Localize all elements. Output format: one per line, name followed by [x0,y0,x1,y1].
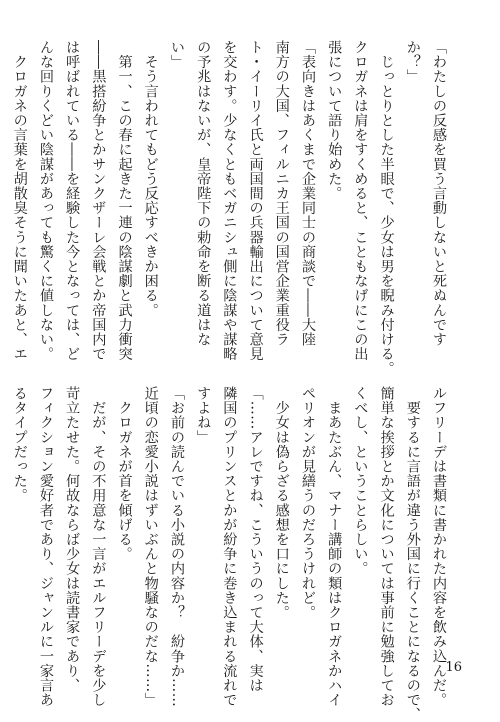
text-line: い」 [168,40,185,70]
text-line: クロガネは肩をすくめると、こともなげにこの出 [352,40,369,362]
page-number: 16 [445,660,462,675]
text-line: を交わす。少なくともベガニシュ側に陰謀や謀略 [221,40,238,362]
text-line: るタイプだった。 [11,386,28,503]
text-line: んな回りくどい陰謀があっても驚くに値しない。 [37,40,54,362]
text-line: ルフリーデは書類に書かれた内容を飲み込んだ。 [431,386,447,708]
text-line: だが、その不用意な一言がエルフリーデを少し [90,386,107,708]
text-line: 「……アレですね、こういうのって大体、実は [247,386,264,693]
text-line: そう言われてもどう反応すべきか困る。 [142,40,159,318]
text-line: クロガネの言葉を胡散臭そうに聞いたあと、エ [11,40,28,362]
text-line: 「お前の読んでいる小説の内容か？ 紛争か…… [168,386,185,708]
text-line: 苛立たせた。何故ならば少女は読書家であり、 [64,386,81,693]
text-line: 簡単な挨拶とか文化については事前に勉強してお [378,386,395,708]
upper-text-block [11,40,452,376]
lower-text-block [11,386,452,722]
text-line: は呼ばれている――を経験した今となっては、ど [64,40,81,362]
text-line: 張について語り始めた。 [326,40,343,201]
text-line: じっとりとした半眼で、少女は男を睨み付ける。 [378,40,395,376]
text-line: すよね」 [195,386,212,445]
text-line: 「わたしの反感を買う言動しないと死ぬんです [431,40,447,347]
text-line: 第一、この春に起きた一連の陰謀劇と武力衝突 [116,40,133,362]
text-line: くべし、ということらしい。 [352,386,369,576]
text-line: ペリオンが見繕うのだろうけれど。 [299,386,316,620]
text-line: 少女は偽らざる感想を口にした。 [273,386,290,620]
text-line: 「表向きはあくまで企業同士の商談で――大陸 [299,40,316,347]
text-line: クロガネが首を傾げる。 [116,386,133,562]
text-line: ト・イーリイ氏と両国間の兵器輸出について意見 [247,40,264,362]
text-line: 近頃の恋愛小説はずいぶんと物騒なのだな……」 [142,386,159,708]
text-line: か？」 [404,40,421,84]
text-line: 隣国のプリンスとかが紛争に巻き込まれる流れで [221,386,238,708]
text-line: 要するに言語が違う外国に行くことになるので、 [404,386,421,722]
text-line: フィクション愛好者であり、ジャンルに一家言あ [37,386,54,708]
text-line: ――黒搭紛争とかサンクザーレ会戦とか帝国内で [90,40,107,362]
text-line: 南方の大国、フィルニカ王国の国営企業重役ラ [273,40,290,347]
text-line: の予兆はないが、皇帝陛下の勅命を断る道はな [195,40,212,347]
text-line: まあたぶん、マナー講師の類はクロガネかハイ [326,386,343,708]
